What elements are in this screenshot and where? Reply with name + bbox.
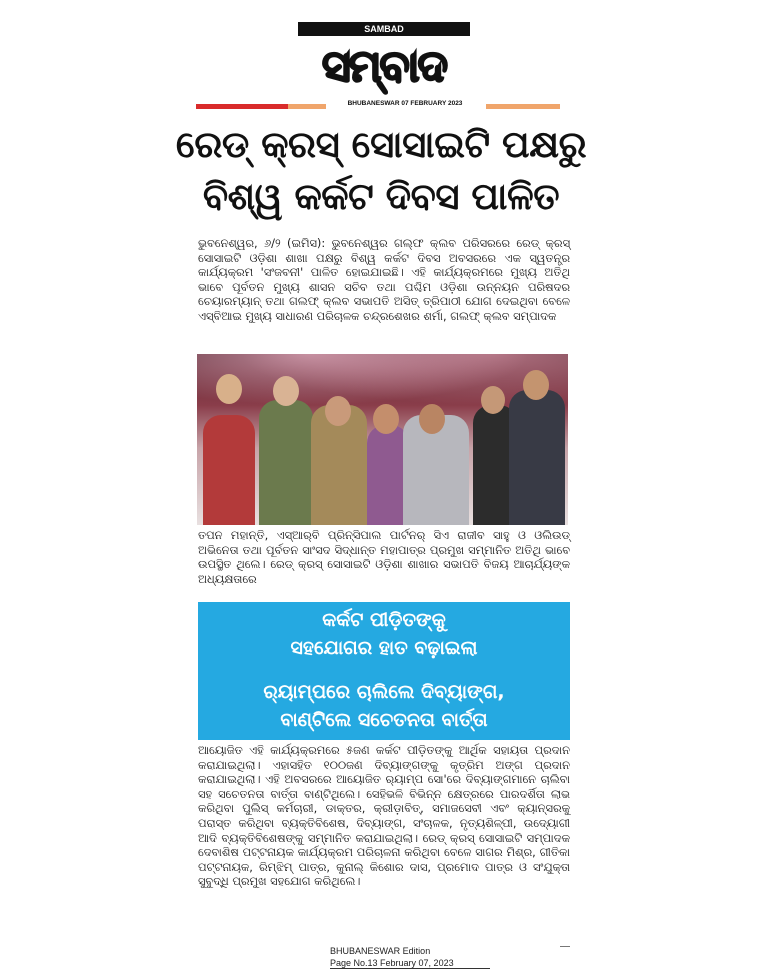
article-paragraph-3: ଆୟୋଜିତ ଏହି କାର୍ଯ୍ୟକ୍ରମରେ ୫ଜଣ କର୍କଟ ପୀଡ଼ିତଙ୍କୁ ଆର୍ଥିକ ସହାୟତା ପ୍ରଦାନ କରାଯାଇଥିଲା। ଏହାସହିତ ୧୦୦ଜଣ ଦିବ୍ୟାଙ୍ଗଙ୍କୁ କୃତ୍ରିମ ଅଙ୍ଗ ପ୍ରଦାନ କରାଯାଇଥିଲା। ଏହି ଅବସରରେ ଆୟୋଜିତ ର‍୍ୟାମ୍ପ ସୋ'ରେ ଦିବ୍ୟାଙ୍ଗମାନେ ଚାଲିବା ସହ ସଚେତନତା ବାର୍ତ୍ତା ବାଣ୍ଟିଥିଲେ। ସେହିଭଳି ବିଭିନ୍ନ କ୍ଷେତ୍ରରେ ପାରଦର୍ଶିତା ଲାଭ କରିଥିବା ପୁଲିସ୍ କର୍ମଚାରୀ, ଡାକ୍ତର, କ୍ରୀଡ଼ାବିତ୍, ସମାଜସେବୀ ଏବଂ କ୍ୟାନ୍ସରକୁ ପରାସ୍ତ କରିଥିବା ବ୍ୟକ୍ତିବିଶେଷ, ଦିବ୍ୟାଙ୍ଗ, ସଂଚାଳକ, ନୃତ୍ୟଶିଳ୍ପୀ, ଉଦ୍ୟୋଗୀ ଆଦି ବ୍ୟକ୍ତିବିଶେଷଙ୍କୁ ସମ୍ମାନିତ କରାଯାଇଥିଲା। ରେଡ୍ କ୍ରସ୍ ସୋସାଇଟି ସମ୍ପାଦକ ଦେବାଶିଷ ପଟ୍ଟନାୟକ କାର୍ଯ୍ୟକ୍ରମ ପରିଚାଳନା କରିଥିବା ବେଳେ ସାଗର ମିଶ୍ର, ଗୀତିକା ପଟ୍ଟନାୟକ, ରିମ୍‌ଝିମ୍ ପାତ୍ର, କୁନାଲ୍ କିଶୋର ଦାସ, ପ୍ରମୋଦ ପାତ୍ର ଓ ସଂଯୁକ୍ତା ସୁବୁଦ୍ଧି ପ୍ରମୁଖ ସହଯୋଗ କରିଥିଲେ। xyxy=(198,743,570,889)
highlight-box-2 xyxy=(198,674,570,740)
masthead-label: SAMBAD xyxy=(298,22,470,36)
masthead-rule-red xyxy=(196,104,288,109)
dateline: BHUBANESWAR 07 FEBRUARY 2023 xyxy=(347,100,463,107)
page-label: Page No.13 February 07, 2023 xyxy=(330,958,490,969)
footer-dash xyxy=(560,946,570,947)
highlight-box-2-line-2: ବାଣ୍ଟିଲେ ସଚେତନତା ବାର୍ତ୍ତା xyxy=(280,709,488,731)
headline-line-2: ବିଶ୍ୱ କର୍କଟ ଦିବସ ପାଳିତ xyxy=(202,175,560,218)
highlight-box-2-line-1: ର‍୍ୟାମ୍ପରେ ଚାଲିଲେ ଦିବ୍ୟାଙ୍ଗ, xyxy=(263,681,505,703)
edition-label: BHUBANESWAR Edition xyxy=(330,946,431,956)
event-photo xyxy=(197,354,568,525)
headline-line-1: ରେଡ୍ କ୍ରସ୍ ସୋସାଇଟି ପକ୍ଷରୁ xyxy=(175,123,587,166)
highlight-box-1-line-2: ସହଯୋଗର ହାତ ବଢ଼ାଇଲା xyxy=(290,637,478,659)
article-paragraph-2: ତପନ ମହାନ୍ତି, ଏସ୍‌ଆର୍‌ବି ପ୍ରିନ୍ସିପାଲ ପାର୍ଟନର୍ ସିଏ ରାଜୀବ ସାହୁ ଓ ଓଲିଉଡ୍ ଅଭିନେତା ତଥା ପୂର୍ବତନ ସାଂସଦ ସିଦ୍ଧାନ୍ତ ମହାପାତ୍ର ପ୍ରମୁଖ ସମ୍ମାନିତ ଅତିଥି ଭାବେ ଉପସ୍ଥିତ ଥିଲେ। ରେଡ୍ କ୍ରସ୍ ସୋସାଇଟି ଓଡ଼ିଶା ଶାଖାର ସଭାପତି ବିଜୟ ଆଚାର୍ଯ୍ୟଙ୍କ ଅଧ୍ୟକ୍ଷତାରେ xyxy=(198,528,570,586)
highlight-box-1-line-1: କର୍କଟ ପୀଡ଼ିତଙ୍କୁ xyxy=(322,609,446,631)
article-paragraph-1: ଭୁବନେଶ୍ୱର, ୬/୨ (ଇମିସ): ଭୁବନେଶ୍ୱର ଗଲ୍ଫ କ୍ଲବ ପରିସରରେ ରେଡ୍ କ୍ରସ୍ ସୋସାଇଟି ଓଡ଼ିଶା ଶାଖା ପକ୍ଷରୁ ବିଶ୍ୱ କର୍କଟ ଦିବସ ଅବସରରେ ଏକ ସ୍ୱତନ୍ତ୍ର କାର୍ଯ୍ୟକ୍ରମ 'ସଂଜବନୀ' ପାଳିତ ହୋଇଯାଇଛି। ଏହି କାର୍ଯ୍ୟକ୍ରମରେ ମୁଖ୍ୟ ଅତିଥି ଭାବେ ପୂର୍ବତନ ମୁଖ୍ୟ ଶାସନ ସଚିବ ତଥା ପଶ୍ଚିମ ଓଡ଼ିଶା ଉନ୍ନୟନ ପରିଷଦର ଚେୟାରମ୍ୟାନ୍ ତଥା ଗଲଫ୍ କ୍ଲବ ସଭାପତି ଅସିତ୍ ତ୍ରିପାଠୀ ଯୋଗ ଦେଇଥିବା ବେଳେ ଏସ୍‌ବିଆଇ ମୁଖ୍ୟ ସାଧାରଣ ପରିଚାଳକ ଚନ୍ଦ୍ରଶେଖର ଶର୍ମା, ଗଲଫ୍ କ୍ଲବ ସମ୍ପାଦକ xyxy=(198,236,570,323)
sambad-logo: ସମ୍ବାଦ xyxy=(322,41,446,92)
highlight-box-1 xyxy=(198,602,570,674)
